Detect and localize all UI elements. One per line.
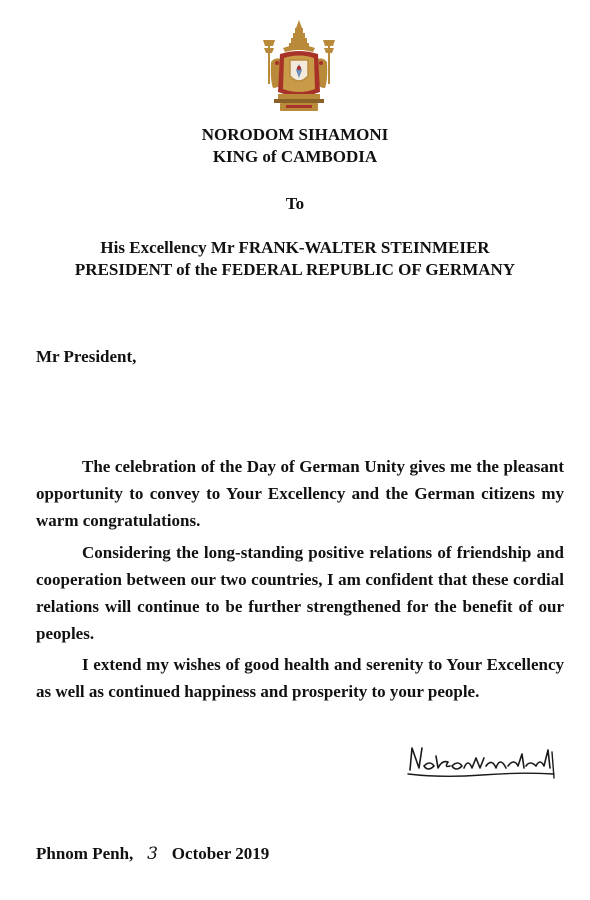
- royal-arms-of-cambodia-icon: [258, 18, 340, 116]
- sender-title: KING of CAMBODIA: [212, 147, 378, 166]
- month-year: October 2019: [171, 844, 270, 863]
- addressee-to: To: [285, 194, 305, 213]
- body-paragraph: The celebration of the Day of German Unity gives me the pleasant opportunity to convey to Your Excellency and the German citizens my warm congratulations.: [36, 457, 564, 530]
- date-line: [36, 843, 269, 865]
- recipient-name: His Excellency Mr FRANK-WALTER STEINMEIER: [100, 238, 490, 257]
- body-paragraph: Considering the long-standing positive relations of friendship and cooperation between our two countries, I am confident that these cordial relations will continue to be further strengthened for the benefit of our peoples.: [36, 543, 564, 643]
- salutation: Mr President,: [36, 347, 137, 366]
- place: Phnom Penh,: [36, 844, 134, 863]
- handwritten-day: 3: [147, 844, 158, 864]
- sender-name: NORODOM SIHAMONI: [201, 125, 389, 144]
- body-paragraph: I extend my wishes of good health and serenity to Your Excellency as well as continued happiness and prosperity to your people.: [36, 655, 564, 701]
- handwritten-signature-icon: [402, 738, 558, 786]
- recipient-title: PRESIDENT of the FEDERAL REPUBLIC OF GERMANY: [74, 260, 516, 279]
